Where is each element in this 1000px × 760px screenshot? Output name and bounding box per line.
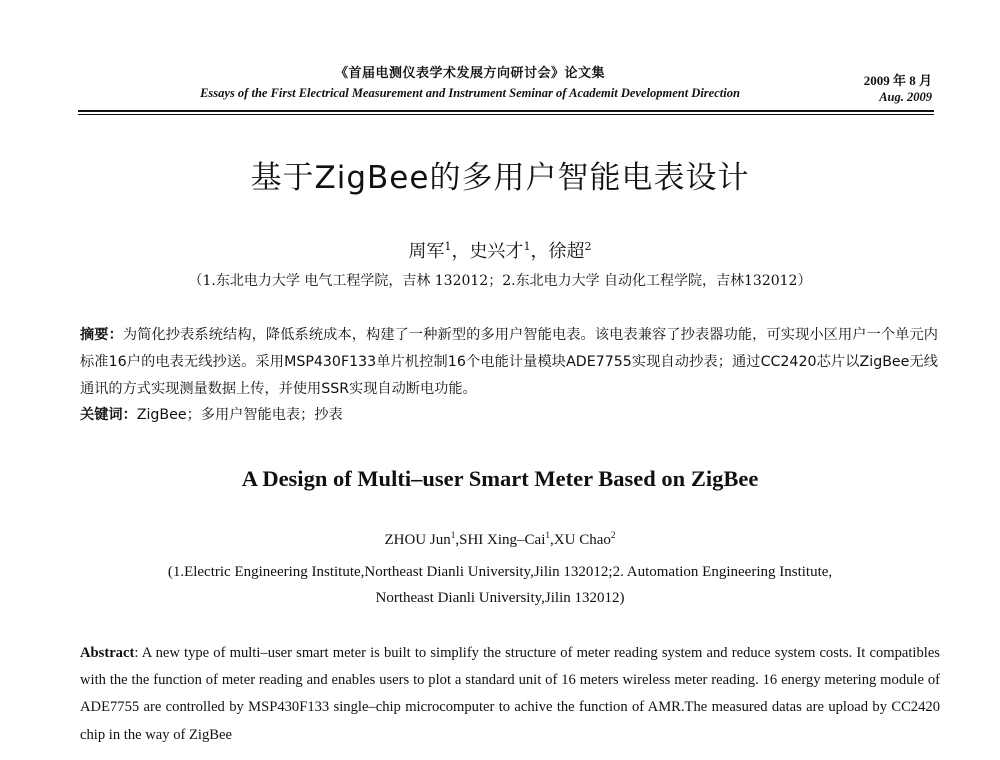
author-affiliation-mark: 2 (584, 240, 592, 253)
paper-title-cn: 基于ZigBee的多用户智能电表设计 (250, 160, 750, 196)
header-rule-thin (78, 114, 934, 115)
keywords-label-cn: 关键词： (80, 407, 137, 423)
affiliation-en (60, 559, 940, 611)
running-header (70, 62, 932, 108)
author-affiliation-mark: 1 (523, 240, 531, 253)
author-list-cn (0, 237, 1000, 263)
author-affiliation-mark: 1 (450, 531, 456, 541)
abstract-en (80, 640, 940, 749)
journal-title-en: Essays of the First Electrical Measurement and Instrument Seminar of Academit Development Direction (200, 86, 740, 100)
author-name: 周军 (408, 241, 445, 262)
affiliation-en-line: (1.Electric Engineering Institute,Northeast Dianli University,Jilin 132012;2. Automation Engineering Institute, (167, 564, 833, 580)
abstract-cn (80, 322, 938, 403)
author-affiliation-mark: 1 (444, 240, 452, 253)
issue-date-en: Aug. 2009 (879, 90, 932, 104)
author-list-en (0, 532, 1000, 549)
keywords-cn (80, 402, 938, 429)
affiliation-cn: （1.东北电力大学 电气工程学院，吉林 132012；2.东北电力大学 自动化工程学院，吉林132012） (188, 273, 812, 289)
abstract-label-en: Abstract (80, 645, 135, 661)
author-separator: ， (530, 241, 549, 262)
journal-title-cn: 《首届电测仪表学术发展方向研讨会》论文集 (334, 66, 605, 81)
author-name: XU Chao (553, 532, 611, 548)
abstract-text-cn: 为简化抄表系统结构，降低系统成本，构建了一种新型的多用户智能电表。该电表兼容了抄表器功能，可实现小区用户一个单元内标准16户的电表无线抄送。采用MSP430F133单片机控制16个电能计量模块ADE7755实现自动抄表；通过CC2420芯片以ZigBee无线通讯的方式实现测量数据上传，并使用SSR实现自动断电功能。 (80, 327, 938, 397)
author-name: ZHOU Jun (384, 532, 451, 548)
author-separator: , (455, 532, 460, 548)
author-name: SHI Xing–Cai (459, 532, 546, 548)
author-name: 史兴才 (469, 241, 524, 262)
affiliation-en-line: Northeast Dianli University,Jilin 132012) (375, 590, 625, 606)
author-separator: , (550, 532, 554, 548)
keywords-text-cn: ZigBee；多用户智能电表；抄表 (136, 407, 343, 423)
issue-date-cn: 2009 年 8 月 (863, 73, 932, 88)
abstract-label-cn: 摘要： (80, 327, 123, 343)
author-separator: ， (451, 241, 470, 262)
paper-title-en: A Design of Multi–user Smart Meter Based on ZigBee (241, 466, 759, 491)
author-name: 徐超 (548, 241, 585, 262)
abstract-text-en: : A new type of multi–user smart meter is built to simplify the structure of meter reading system and reduce system costs. It compatibles with the the function of meter reading and enables users to plot a standard unit of 16 meters wireless meter reading. 16 energy metering module of ADE7755 are controlled by MSP430F133 single–chip microcomputer to achive the function of AMR.The measured datas are upload by CC2420 chip in the way of ZigBee (80, 645, 940, 743)
author-affiliation-mark: 1 (545, 531, 551, 541)
author-affiliation-mark: 2 (610, 531, 616, 541)
header-rule-thick (78, 110, 934, 112)
